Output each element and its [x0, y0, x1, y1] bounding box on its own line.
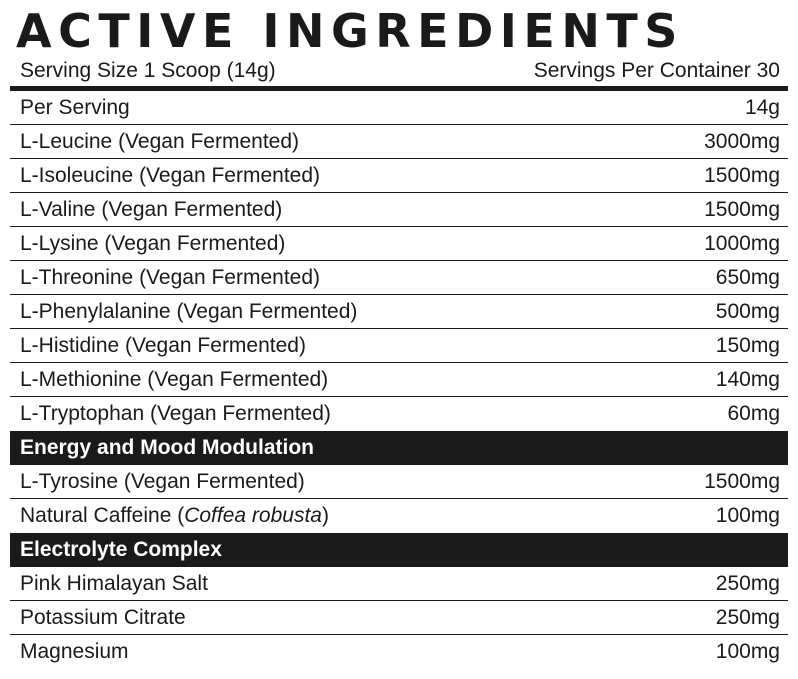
ingredient-name: L-Phenylalanine (Vegan Fermented): [20, 299, 358, 323]
panel-title: ACTIVE INGREDIENTS: [16, 4, 684, 58]
ingredient-name: L-Threonine (Vegan Fermented): [20, 265, 320, 289]
ingredient-amount: 250mg: [715, 605, 780, 629]
ingredient-name: L-Tryptophan (Vegan Fermented): [20, 402, 331, 425]
ingredient-row: [10, 499, 788, 533]
ingredient-row: [10, 125, 788, 159]
ingredient-row: [10, 635, 788, 669]
ingredient-row: [10, 261, 788, 295]
ingredient-amount: 1500mg: [704, 197, 780, 221]
ingredient-amount: 100mg: [715, 504, 780, 527]
ingredient-row: [10, 329, 788, 363]
ingredient-name: L-Histidine (Vegan Fermented): [20, 333, 306, 357]
ingredient-name: [20, 504, 329, 528]
ingredient-name: L-Valine (Vegan Fermented): [20, 197, 283, 221]
ingredient-name-suffix: ): [321, 504, 329, 527]
serving-size: Serving Size 1 Scoop (14g): [20, 59, 276, 82]
ingredient-amount: 3000mg: [704, 129, 780, 153]
ingredient-row: [10, 567, 788, 601]
ingredient-amount: 650mg: [715, 265, 780, 289]
ingredient-amount: 140mg: [715, 367, 780, 391]
ingredient-row: [10, 363, 788, 397]
ingredient-name: Potassium Citrate: [20, 605, 186, 629]
ingredient-amount: 14g: [744, 95, 780, 119]
ingredient-amount: 500mg: [715, 299, 780, 323]
ingredient-name: Per Serving: [20, 95, 130, 119]
section-header-energy: Energy and Mood Modulation: [10, 431, 788, 465]
section-header-electrolyte: Electrolyte Complex: [10, 533, 788, 567]
ingredient-name: Pink Himalayan Salt: [20, 571, 208, 595]
ingredient-amount: 60mg: [727, 402, 780, 425]
ingredient-name: L-Isoleucine (Vegan Fermented): [20, 163, 320, 187]
ingredient-row: [10, 601, 788, 635]
ingredient-name: L-Leucine (Vegan Fermented): [20, 129, 299, 153]
ingredient-row: [10, 397, 788, 431]
ingredient-name: L-Tyrosine (Vegan Fermented): [20, 469, 305, 493]
servings-per-container: Servings Per Container 30: [533, 59, 780, 82]
ingredient-name: L-Methionine (Vegan Fermented): [20, 367, 329, 391]
ingredient-amount: 1000mg: [704, 231, 780, 255]
per-serving-row: [10, 91, 788, 125]
ingredient-name: Magnesium: [20, 640, 129, 663]
ingredient-name: L-Lysine (Vegan Fermented): [20, 231, 286, 255]
ingredient-row: [10, 465, 788, 499]
ingredient-name-prefix: Natural Caffeine (: [20, 504, 185, 527]
ingredient-row: [10, 227, 788, 261]
ingredient-amount: 150mg: [715, 333, 780, 357]
ingredient-row: [10, 159, 788, 193]
ingredient-row: [10, 295, 788, 329]
serving-info: [10, 56, 788, 86]
ingredient-amount: 100mg: [715, 640, 780, 663]
ingredient-amount: 1500mg: [704, 163, 780, 187]
ingredient-amount: 250mg: [715, 571, 780, 595]
ingredient-latin-name: Coffea robusta: [184, 504, 322, 527]
supplement-facts-panel: [10, 6, 788, 669]
ingredient-row: [10, 193, 788, 227]
ingredient-amount: 1500mg: [704, 469, 780, 493]
